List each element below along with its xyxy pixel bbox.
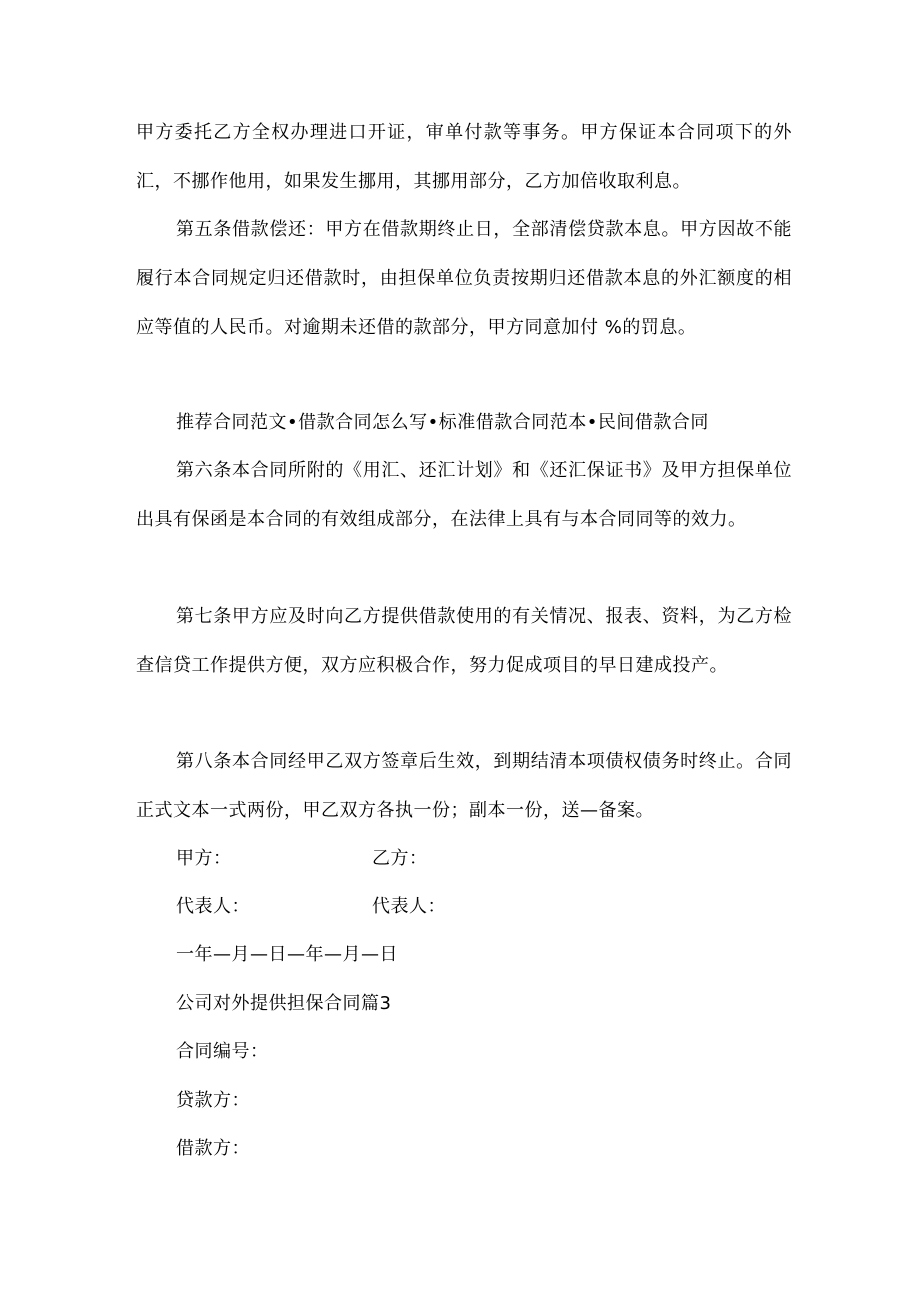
representative-a-label: 代表人： xyxy=(176,896,250,917)
section-title: 公司对外提供担保合同篇3 xyxy=(176,993,392,1014)
paragraph-article-6: 第六条本合同所附的《用汇、还汇计划》和《还汇保证书》及甲方担保单位出具有保函是本合同的有效组成部分，在法律上具有与本合同同等的效力。 xyxy=(136,460,792,530)
lender-label: 贷款方： xyxy=(176,1090,250,1111)
paragraph-article-8: 第八条本合同经甲乙双方签章后生效，到期结清本项债权债务时终止。合同正式文本一式两份，甲乙双方各执一份；副本一份，送—备案。 xyxy=(136,751,792,821)
borrower-label: 借款方： xyxy=(176,1138,250,1159)
paragraph-article-7: 第七条甲方应及时向乙方提供借款使用的有关情况、报表、资料，为乙方检查信贷工作提供方便，双方应积极合作，努力促成项目的早日建成投产。 xyxy=(136,606,792,676)
paragraph-article-5: 第五条借款偿还：甲方在借款期终止日，全部清偿贷款本息。甲方因故不能履行本合同规定归还借款时，由担保单位负责按期归还借款本息的外汇额度的相应等值的人民币。对逾期未还借的款部分，甲方同意加付 %的罚息。 xyxy=(136,219,792,338)
paragraph-foreign-exchange-use: 甲方委托乙方全权办理进口开证，审单付款等事务。甲方保证本合同项下的外汇，不挪作他用，如果发生挪用，其挪用部分，乙方加倍收取利息。 xyxy=(136,122,792,192)
representative-b-label: 代表人： xyxy=(372,896,446,917)
contract-number-label: 合同编号： xyxy=(176,1041,269,1062)
party-a-label: 甲方： xyxy=(176,848,232,869)
party-b-label: 乙方： xyxy=(372,848,428,869)
recommended-links: 推荐合同范文•借款合同怎么写•标准借款合同范本•民间借款合同 xyxy=(176,412,709,433)
date-line: 一年—月—日—年—月—日 xyxy=(176,944,398,965)
